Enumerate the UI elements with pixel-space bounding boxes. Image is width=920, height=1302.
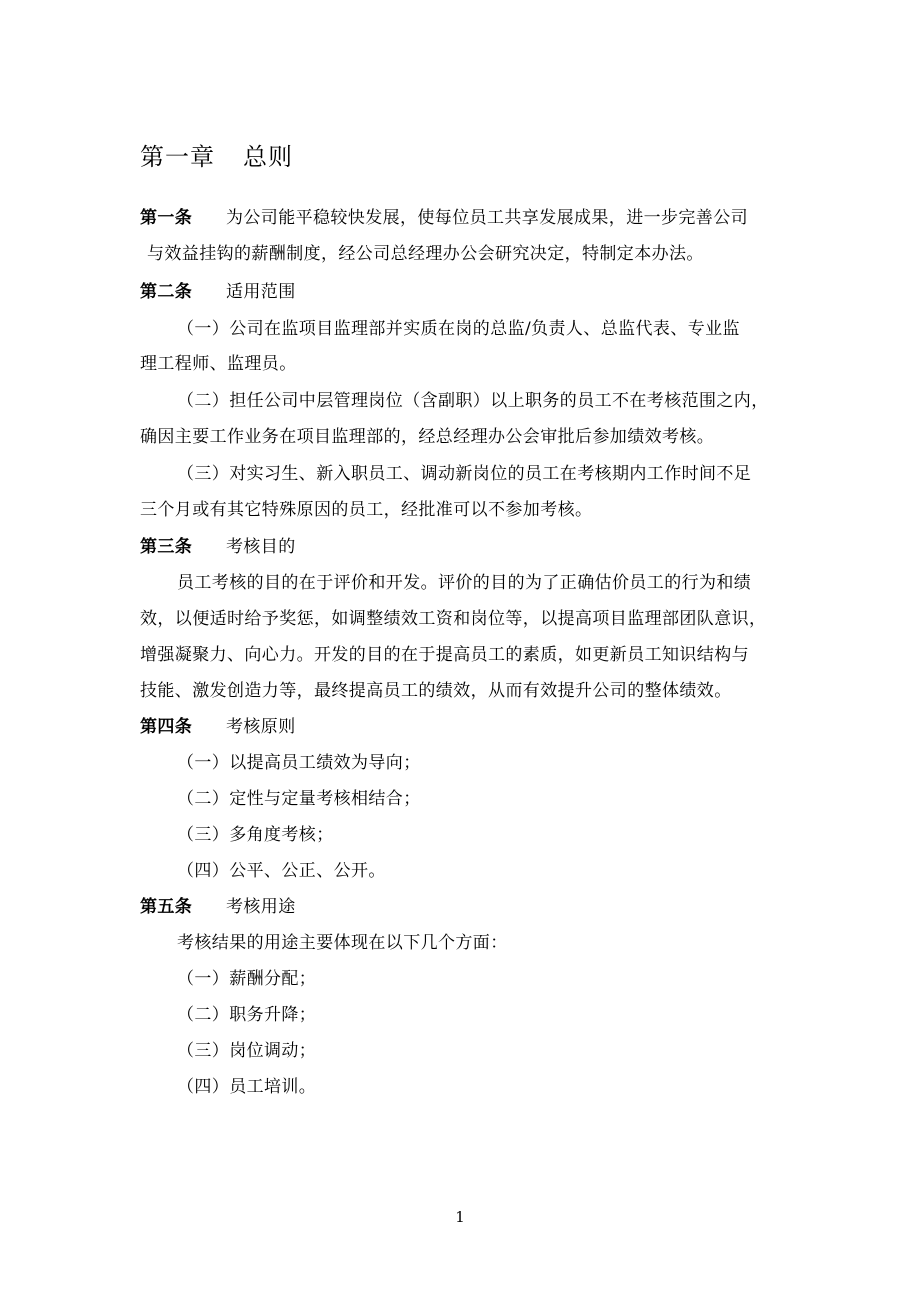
- article-4-item-2: （二）定性与定量考核相结合；: [177, 789, 421, 809]
- article-5-title: 考核用途: [226, 897, 296, 917]
- article-3-title: 考核目的: [226, 537, 296, 557]
- article-5-item-4: （四）员工培训。: [177, 1077, 317, 1097]
- article-2-line-5: （三）对实习生、新入职员工、调动新岗位的员工在考核期内工作时间不足: [177, 464, 752, 484]
- article-3-heading-line: [140, 536, 296, 558]
- article-3-line-1: 员工考核的目的在于评价和开发。评价的目的为了正确估价员工的行为和绩: [177, 573, 752, 593]
- article-5-item-1: （一）薪酬分配；: [177, 969, 317, 989]
- article-4-heading-line: [140, 716, 296, 738]
- article-1-heading-line: [140, 207, 748, 229]
- article-1-label: 第一条: [140, 208, 193, 228]
- chapter-heading: [140, 140, 293, 174]
- article-4-item-3: （三）多角度考核；: [177, 825, 334, 845]
- article-2-label: 第二条: [140, 282, 193, 302]
- article-3-line-4: 技能、激发创造力等，最终提高员工的绩效，从而有效提升公司的整体绩效。: [140, 681, 732, 701]
- chapter-number: 第一章: [140, 143, 215, 171]
- article-1-line-2: 与效益挂钩的薪酬制度，经公司总经理办公会研究决定，特制定本办法。: [147, 244, 704, 264]
- page-number: 1: [455, 1208, 465, 1226]
- article-5-label: 第五条: [140, 897, 193, 917]
- article-2-line-2: 理工程师、监理员。: [140, 354, 297, 374]
- article-3-line-2: 效，以便适时给予奖惩，如调整绩效工资和岗位等，以提高项目监理部团队意识，: [140, 609, 767, 629]
- article-4-item-1: （一）以提高员工绩效为导向；: [177, 753, 421, 773]
- article-3-line-3: 增强凝聚力、向心力。开发的目的在于提高员工的素质，如更新员工知识结构与: [140, 645, 749, 665]
- article-4-item-4: （四）公平、公正、公开。: [177, 861, 386, 881]
- article-2-line-3: （二）担任公司中层管理岗位（含副职）以上职务的员工不在考核范围之内，: [177, 391, 769, 411]
- article-2-line-1: （一）公司在监项目监理部并实质在岗的总监/负责人、总监代表、专业监: [177, 319, 740, 339]
- article-5-line-1: 考核结果的用途主要体现在以下几个方面：: [177, 933, 508, 953]
- article-2-line-4: 确因主要工作业务在项目监理部的，经总经理办公会审批后参加绩效考核。: [140, 427, 715, 447]
- article-4-label: 第四条: [140, 717, 193, 737]
- article-5-item-2: （二）职务升降；: [177, 1005, 317, 1025]
- article-5-heading-line: [140, 896, 296, 918]
- article-2-title: 适用范围: [226, 282, 296, 302]
- chapter-title: 总则: [243, 143, 293, 171]
- article-1-line-1: 为公司能平稳较快发展，使每位员工共享发展成果，进一步完善公司: [226, 208, 748, 228]
- article-5-item-3: （三）岗位调动；: [177, 1041, 317, 1061]
- article-2-heading-line: [140, 281, 296, 303]
- article-2-line-6: 三个月或有其它特殊原因的员工，经批准可以不参加考核。: [140, 500, 593, 520]
- article-4-title: 考核原则: [226, 717, 296, 737]
- article-3-label: 第三条: [140, 537, 193, 557]
